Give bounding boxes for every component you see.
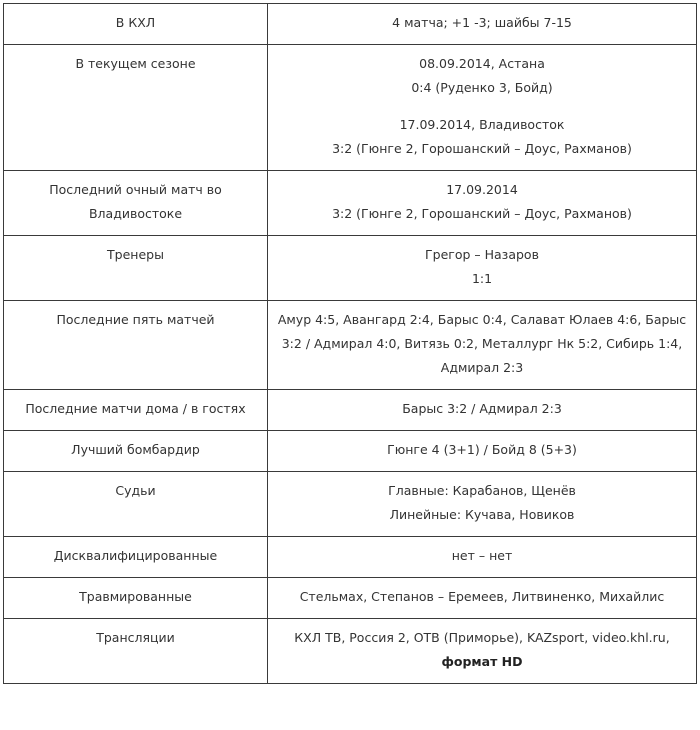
row-value [268, 45, 697, 171]
main-referees: Главные: Карабанов, Щенёв [388, 483, 576, 498]
row-value [268, 472, 697, 537]
row-value [268, 171, 697, 236]
row-label: Дисквалифицированные [4, 537, 268, 578]
broadcast-channels: КХЛ ТВ, Россия 2, ОТВ (Приморье), KAZsport, video.khl.ru, [294, 630, 670, 645]
table-row [4, 301, 697, 390]
row-value: нет – нет [268, 537, 697, 578]
match-date: 17.09.2014, Владивосток [399, 117, 565, 132]
row-value [268, 619, 697, 684]
match-score: 0:4 (Руденко 3, Бойд) [411, 80, 553, 95]
row-value: Амур 4:5, Авангард 2:4, Барыс 0:4, Салават Юлаев 4:6, Барыс 3:2 / Адмирал 4:0, Витязь 0:2, Металлург Нк 5:2, Сибирь 1:4, Адмирал 2:3 [268, 301, 697, 390]
row-value: Барыс 3:2 / Адмирал 2:3 [268, 390, 697, 431]
coach-score: 1:1 [471, 271, 493, 286]
match-date: 08.09.2014, Астана [419, 56, 545, 71]
table-row [4, 472, 697, 537]
row-label: Судьи [4, 472, 268, 537]
season-match [276, 113, 688, 161]
row-value: 4 матча; +1 -3; шайбы 7-15 [268, 4, 697, 45]
row-value: Стельмах, Степанов – Еремеев, Литвиненко, Михайлис [268, 578, 697, 619]
match-score: 3:2 (Гюнге 2, Горошанский – Доус, Рахманов) [332, 206, 632, 221]
row-label: В текущем сезоне [4, 45, 268, 171]
table-row [4, 4, 697, 45]
table-row [4, 236, 697, 301]
row-value [268, 236, 697, 301]
season-match [276, 52, 688, 100]
table-row [4, 171, 697, 236]
table-row [4, 45, 697, 171]
match-stats-table [3, 3, 697, 684]
table-row [4, 537, 697, 578]
row-label: Трансляции [4, 619, 268, 684]
coach-names: Грегор – Назаров [425, 247, 539, 262]
table-row [4, 431, 697, 472]
broadcast-format: формат HD [441, 654, 523, 669]
row-label: В КХЛ [4, 4, 268, 45]
linesmen: Линейные: Кучава, Новиков [389, 507, 575, 522]
row-label: Лучший бомбардир [4, 431, 268, 472]
table-row [4, 619, 697, 684]
row-label: Тренеры [4, 236, 268, 301]
match-score: 3:2 (Гюнге 2, Горошанский – Доус, Рахманов) [332, 141, 632, 156]
row-label: Последние матчи дома / в гостях [4, 390, 268, 431]
match-date: 17.09.2014 [446, 182, 518, 197]
table-row [4, 578, 697, 619]
table-row [4, 390, 697, 431]
row-value: Гюнге 4 (3+1) / Бойд 8 (5+3) [268, 431, 697, 472]
row-label: Травмированные [4, 578, 268, 619]
row-label: Последний очный матч во Владивостоке [4, 171, 268, 236]
row-label: Последние пять матчей [4, 301, 268, 390]
